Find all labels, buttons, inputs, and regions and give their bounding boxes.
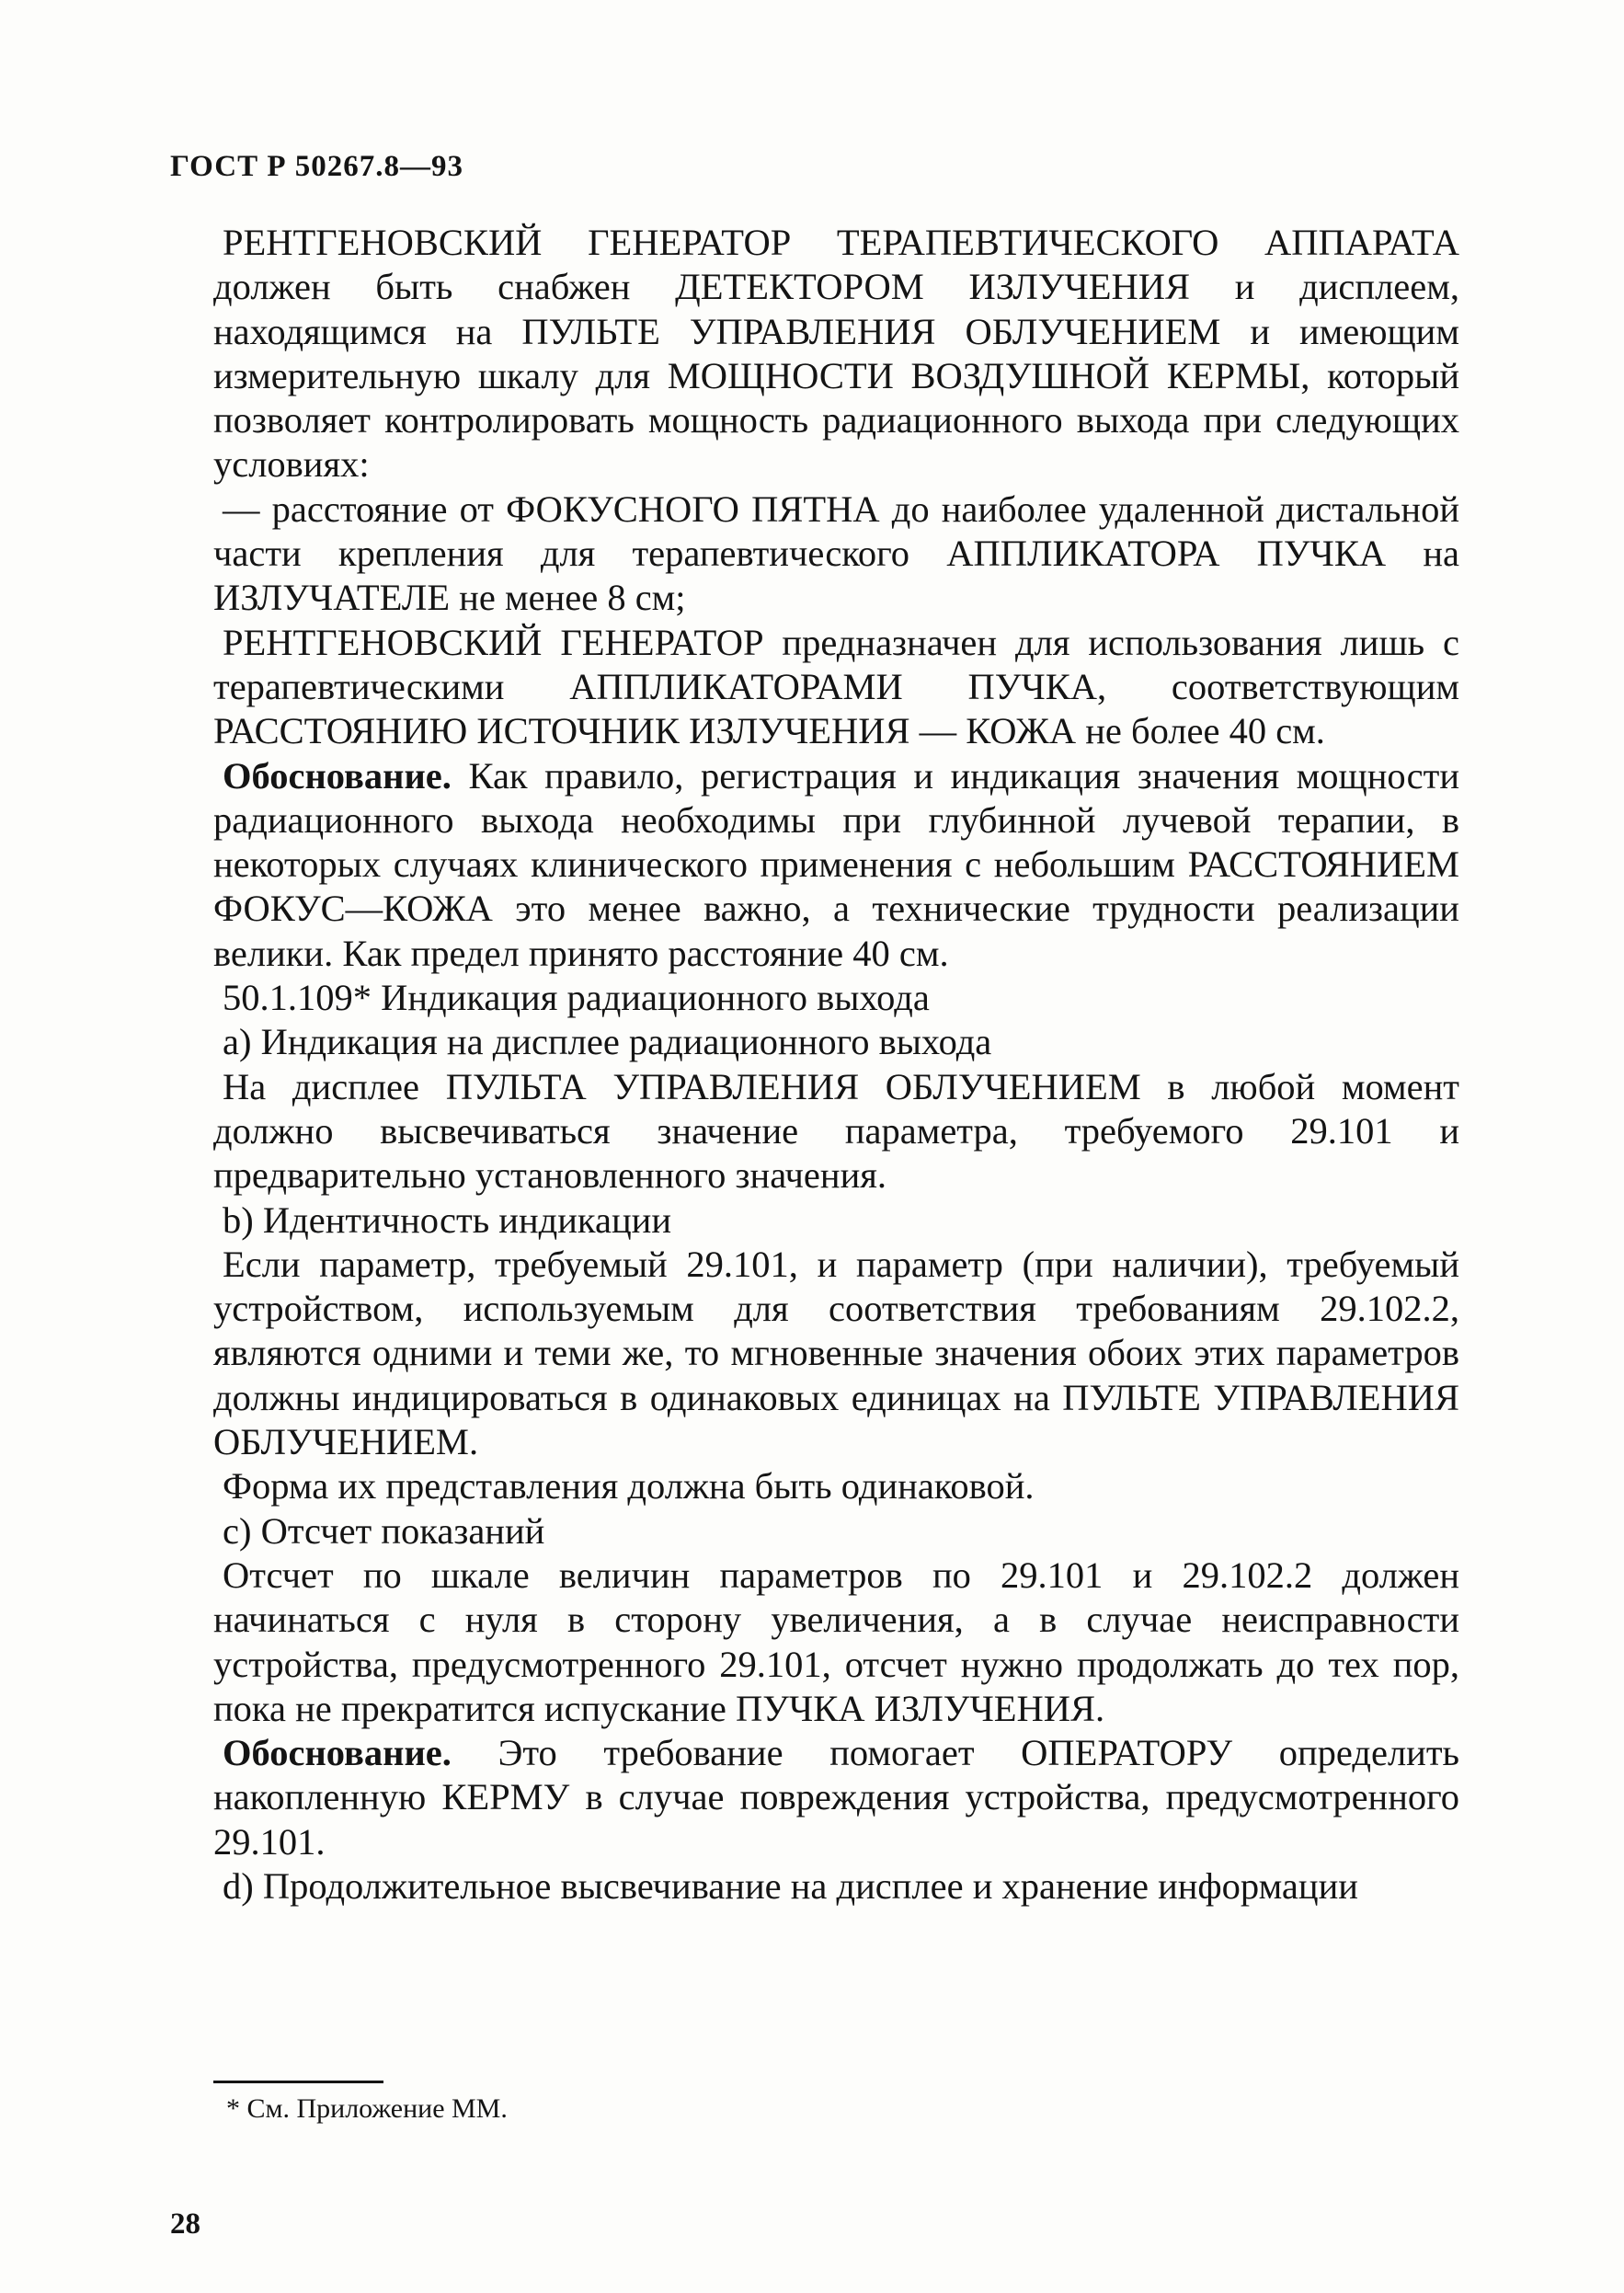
standard-code-header: ГОСТ Р 50267.8—93 bbox=[170, 150, 463, 183]
subsection-a-heading: а) Индикация на дисплее радиационного выхода bbox=[223, 1021, 992, 1063]
rationale-label: Обоснование. bbox=[223, 754, 452, 797]
paragraph-rationale-2 bbox=[213, 1731, 1459, 1864]
footnote-divider bbox=[213, 2081, 383, 2083]
subsection-b-heading: b) Идентичность индикации bbox=[223, 1198, 671, 1241]
footnote: * См. Приложение ММ. bbox=[226, 2093, 508, 2124]
rationale-label: Обоснование. bbox=[223, 1732, 452, 1774]
paragraph-display-requirement: На дисплее ПУЛЬТА УПРАВЛЕНИЯ ОБЛУЧЕНИЕМ в любой момент должно высвечиваться значение параметра, требуемого 29.101 и предварительно установленного значения. bbox=[213, 1065, 1459, 1197]
section-heading-50-1-109: 50.1.109* Индикация радиационного выхода bbox=[223, 977, 930, 1019]
paragraph-xray-generator-requirement: РЕНТГЕНОВСКИЙ ГЕНЕРАТОР ТЕРАПЕВТИЧЕСКОГО АППАРАТА должен быть снабжен ДЕТЕКТОРОМ ИЗЛУЧЕНИЯ и дисплеем, находящимся на ПУЛЬТЕ УПРАВЛЕНИЯ ОБЛУЧЕНИЕМ и имеющим измерительную шкалу для МОЩНОСТИ ВОЗДУШНОЙ КЕРМЫ, который позволяет контролировать мощность радиационного выхода при следующих условиях: bbox=[213, 222, 1459, 486]
subsection-d-heading: d) Продолжительное высвечивание на дисплее и хранение информации bbox=[223, 1864, 1358, 1907]
paragraph-same-form: Форма их представления должна быть одинаковой. bbox=[223, 1465, 1035, 1508]
subsection-c-heading: с) Отсчет показаний bbox=[223, 1509, 545, 1552]
rationale-text: Как правило, регистрация и индикация значения мощности радиационного выхода необходимы при глубинной лучевой терапии, в некоторых случаях клинического применения с небольшим РАССТОЯНИЕМ ФОКУС—КОЖА это менее важно, а технические трудности реализации велики. Как предел принято расстояние 40 см. bbox=[213, 754, 1460, 974]
page-number: 28 bbox=[170, 2207, 200, 2241]
paragraph-focal-spot-distance: — расстояние от ФОКУСНОГО ПЯТНА до наиболее удаленной дистальной части крепления для терапевтического АППЛИКАТОРА ПУЧКА на ИЗЛУЧАТЕЛЕ не менее 8 см; bbox=[213, 487, 1459, 619]
document-body bbox=[213, 221, 1459, 1909]
paragraph-applicator-distance: РЕНТГЕНОВСКИЙ ГЕНЕРАТОР предназначен для использования лишь с терапевтическими АППЛИКАТОРАМИ ПУЧКА, соответствующим РАССТОЯНИЮ ИСТОЧНИК ИЗЛУЧЕНИЯ — КОЖА не более 40 см. bbox=[213, 621, 1459, 752]
rationale-text: Это требование помогает ОПЕРАТОРУ определить накопленную КЕРМУ в случае повреждения устройства, предусмотренного 29.101. bbox=[213, 1732, 1459, 1863]
paragraph-reading-scale: Отсчет по шкале величин параметров по 29.101 и 29.102.2 должен начинаться с нуля в сторону увеличения, а в случае неисправности устройства, предусмотренного 29.101, отсчет нужно продолжать до тех пор, пока не прекратится испускание ПУЧКА ИЗЛУЧЕНИЯ. bbox=[213, 1554, 1459, 1729]
paragraph-rationale-1 bbox=[213, 754, 1459, 976]
paragraph-identical-indication: Если параметр, требуемый 29.101, и параметр (при наличии), требуемый устройством, используемым для соответствия требованиям 29.102.2, являются одними и теми же, то мгновенные значения обоих этих параметров должны индицироваться в одинаковых единицах на ПУЛЬТЕ УПРАВЛЕНИЯ ОБЛУЧЕНИЕМ. bbox=[213, 1243, 1459, 1463]
